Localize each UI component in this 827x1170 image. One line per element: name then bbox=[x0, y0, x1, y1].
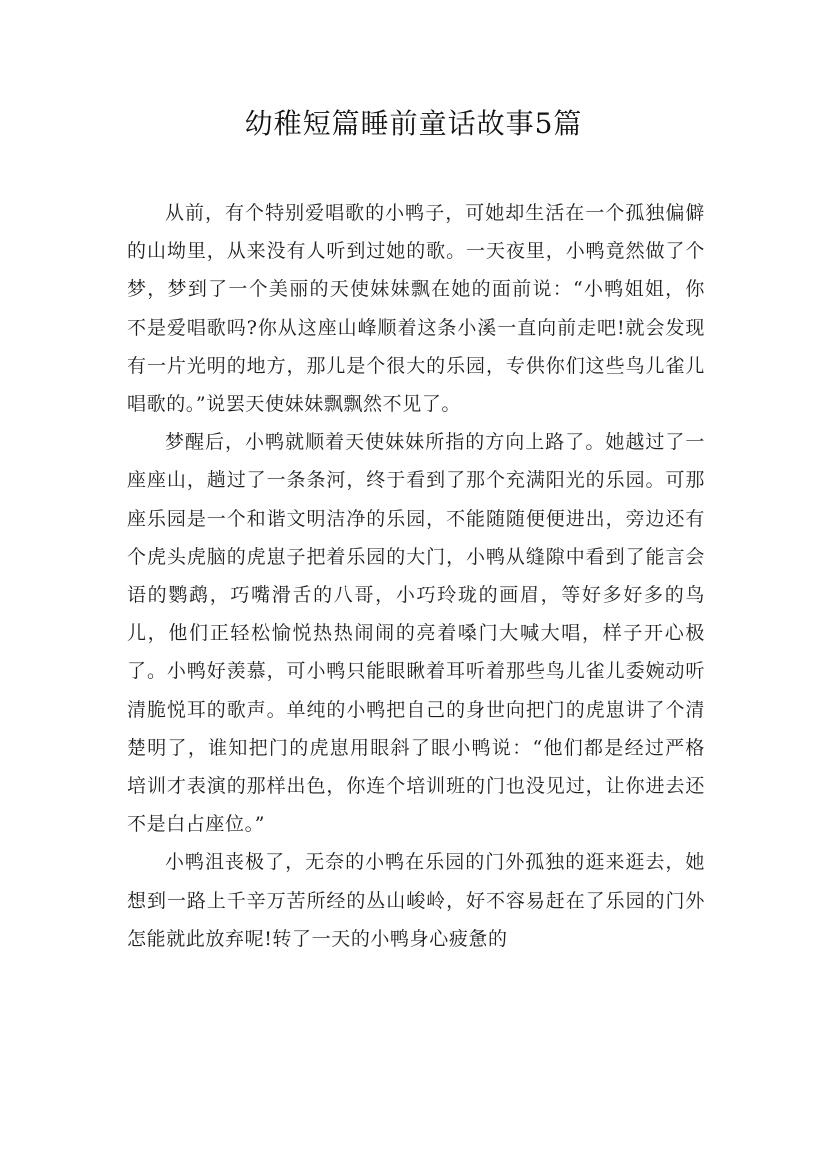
paragraph-1: 从前，有个特别爱唱歌的小鸭子，可她却生活在一个孤独偏僻的山坳里，从来没有人听到过她的歌。一天夜里，小鸭竟然做了个梦，梦到了一个美丽的天使妹妹飘在她的面前说：“小鸭姐姐，你不是爱唱歌吗?你从这座山峰顺着这条小溪一直向前走吧!就会发现有一片光明的地方，那儿是个很大的乐园，专供你们这些鸟儿雀儿唱歌的。”说罢天使妹妹飘飘然不见了。 bbox=[127, 202, 705, 416]
paragraph-2: 梦醒后，小鸭就顺着天使妹妹所指的方向上路了。她越过了一座座山，趟过了一条条河，终于看到了那个充满阳光的乐园。可那座乐园是一个和谐文明洁净的乐园，不能随随便便进出，旁边还有个虎头虎脑的虎崽子把着乐园的大门，小鸭从缝隙中看到了能言会语的鹦鹉，巧嘴滑舌的八哥，小巧玲珑的画眉，等好多好多的鸟儿，他们正轻松愉悦热热闹闹的亮着嗓门大喊大唱，样子开心极了。小鸭好羡慕，可小鸭只能眼瞅着耳听着那些鸟儿雀儿委婉动听清脆悦耳的歌声。单纯的小鸭把自己的身世向把门的虎崽讲了个清楚明了，谁知把门的虎崽用眼斜了眼小鸭说：“他们都是经过严格培训才表演的那样出色，你连个培训班的门也没见过，让你进去还不是白占座位。” bbox=[127, 431, 705, 836]
document-title: 幼稚短篇睡前童话故事5篇 bbox=[244, 107, 583, 140]
paragraph-3: 小鸭沮丧极了，无奈的小鸭在乐园的门外孤独的逛来逛去，她想到一路上千辛万苦所经的丛山峻岭，好不容易赶在了乐园的门外怎能就此放弃呢!转了一天的小鸭身心疲惫的 bbox=[127, 851, 705, 950]
document-body bbox=[127, 194, 705, 958]
